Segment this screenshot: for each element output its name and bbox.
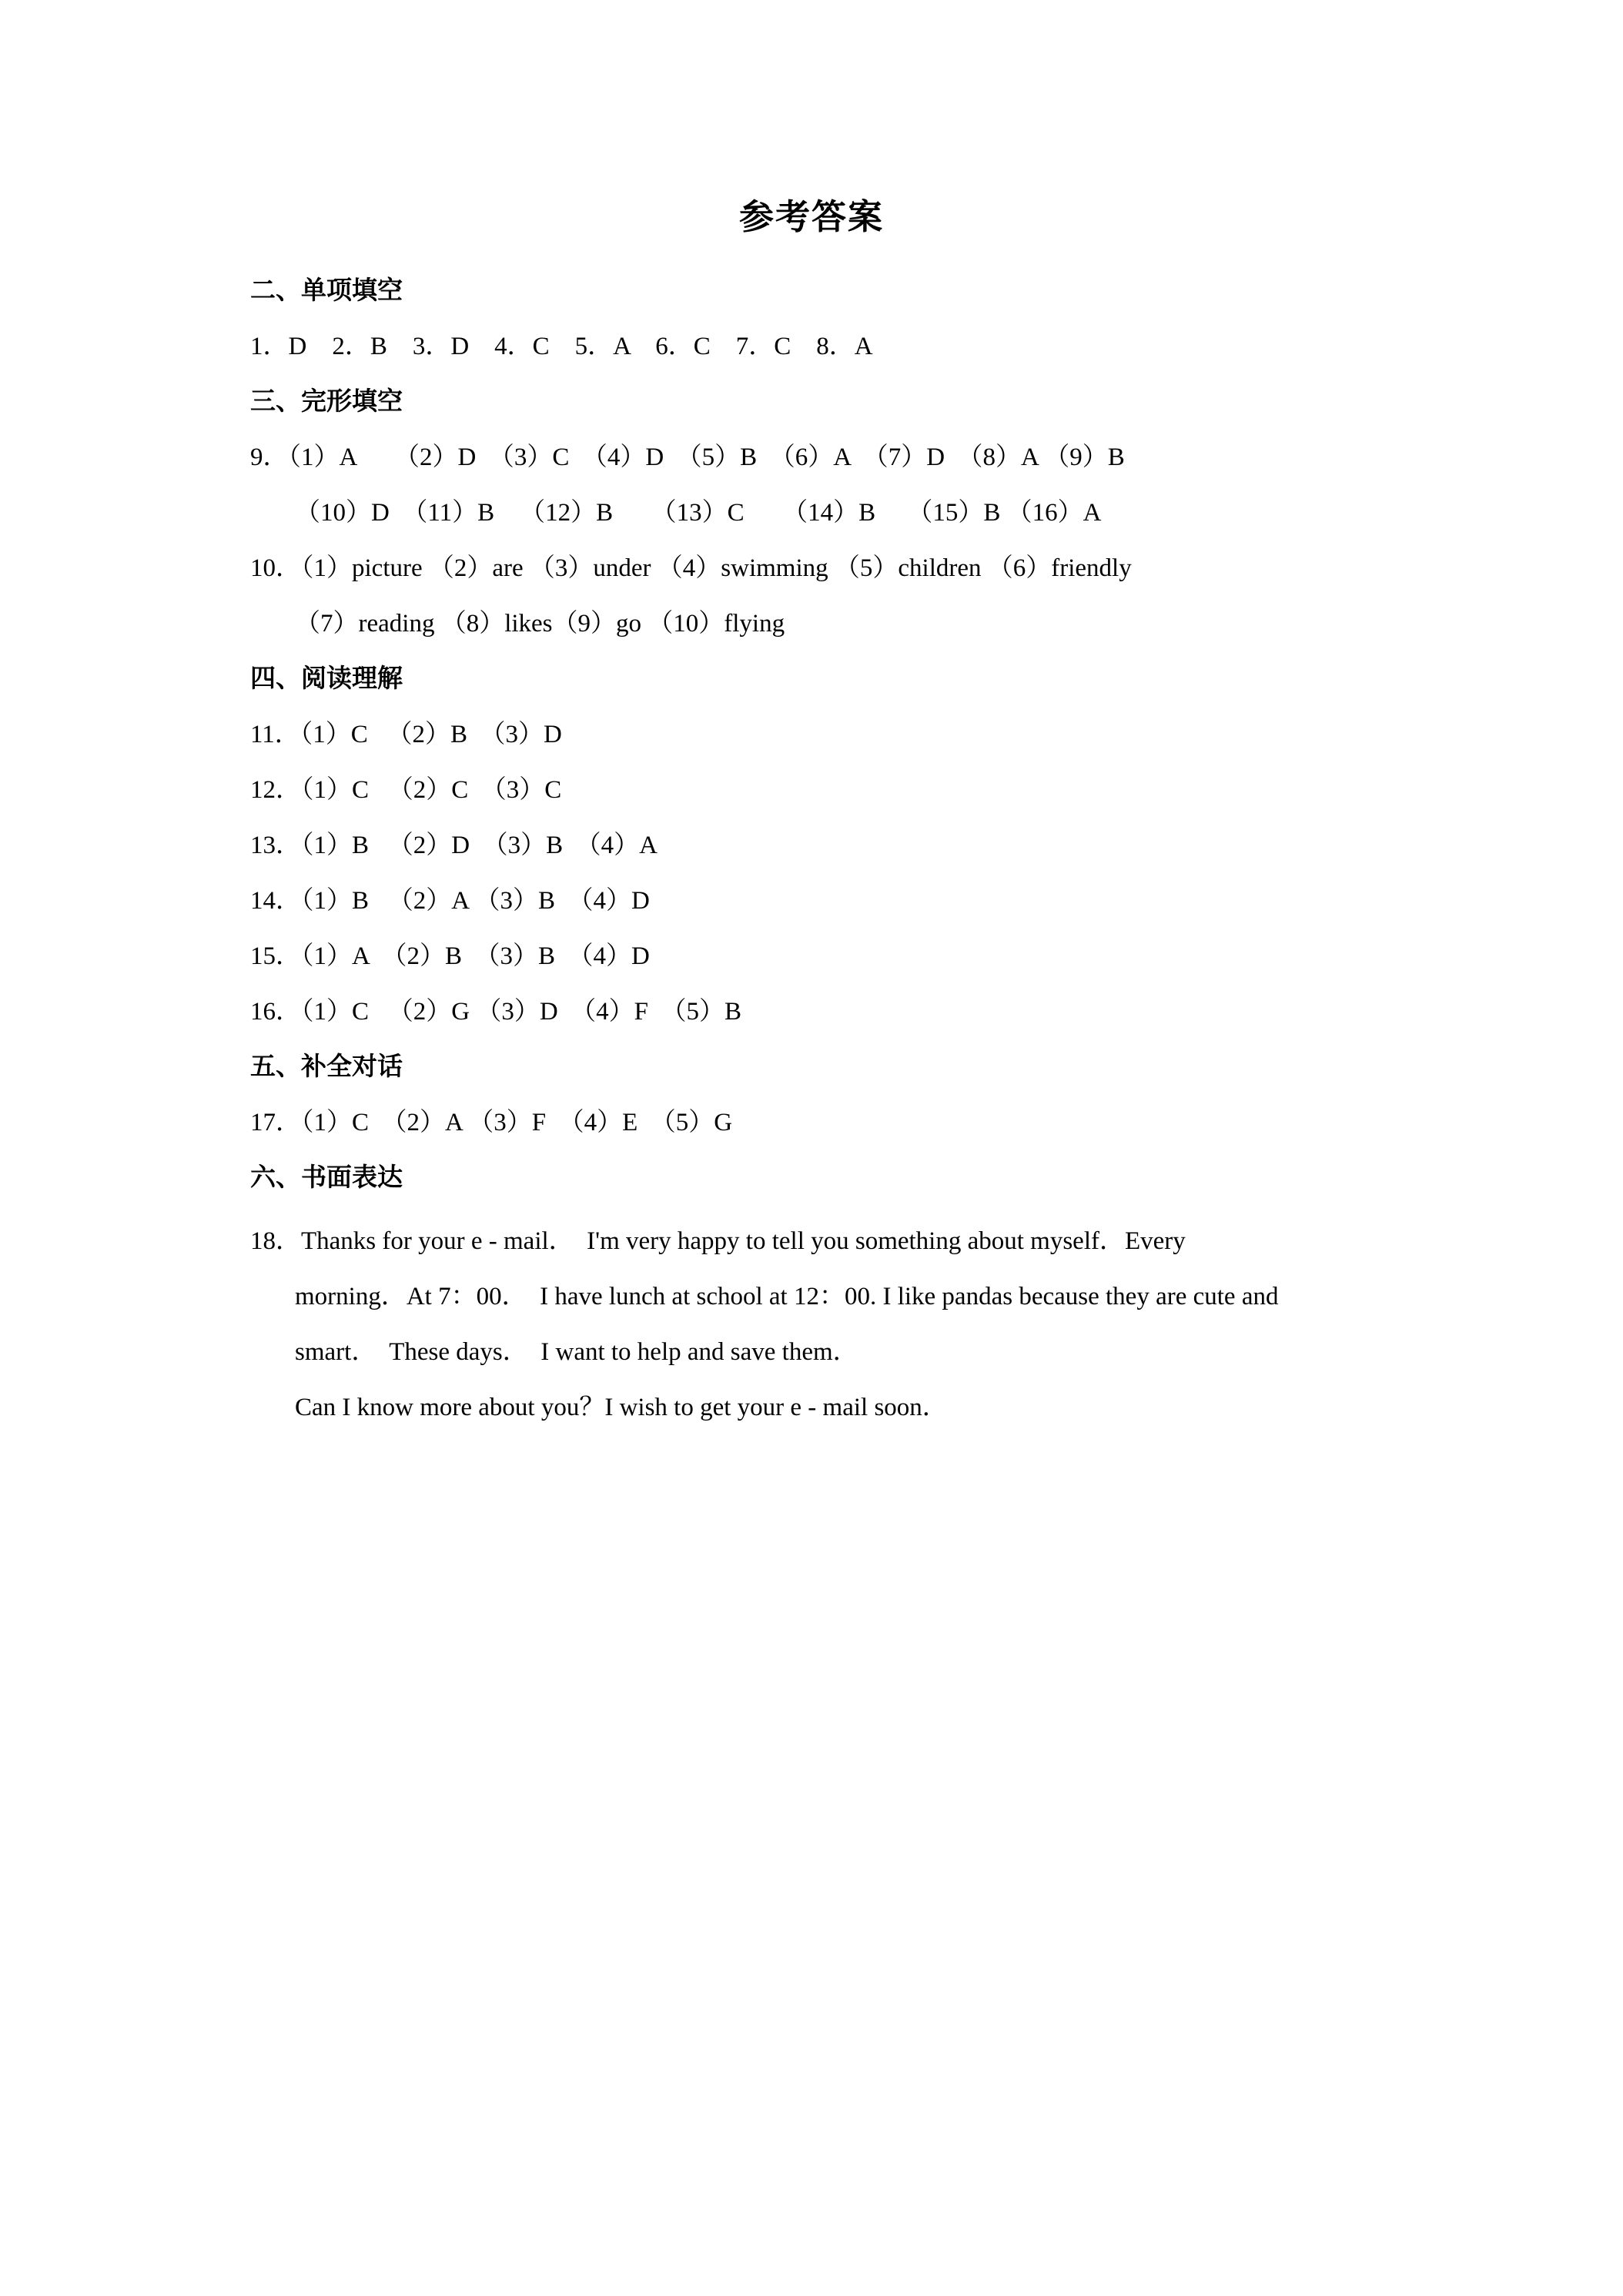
answer-line: 15．（1）A （2）B （3）B （4）D — [250, 942, 650, 970]
section-heading-multiple-choice: 二、单项填空 — [250, 277, 403, 305]
essay-line: morning．At 7：00． I have lunch at school at 12：00. I like pandas because they are cute and — [295, 1283, 1279, 1310]
answer-line: 12．（1）C （2）C （3）C — [250, 776, 562, 804]
answer-line: 11．（1）C （2）B （3）D — [250, 721, 562, 748]
section-heading-reading: 四、阅读理解 — [250, 665, 403, 693]
answer-line-continuation: （7）reading （8）likes（9）go （10）flying — [295, 610, 785, 638]
essay-line: 18．Thanks for your e - mail． I'm very happy to tell you something about myself．Every — [250, 1227, 1186, 1255]
section-heading-dialogue: 五、补全对话 — [250, 1053, 403, 1081]
answer-line: 10．（1）picture （2）are （3）under （4）swimming （5）children （6）friendly — [250, 554, 1132, 582]
answer-line: 1．D 2．B 3．D 4．C 5．A 6．C 7．C 8．A — [250, 333, 873, 360]
document-content — [0, 263, 1623, 1435]
answer-line-continuation: （10）D （11）B （12）B （13）C （14）B （15）B （16）A — [295, 499, 1102, 527]
answer-line: 17．（1）C （2）A （3）F （4）E （5）G — [250, 1109, 733, 1136]
essay-line: smart． These days． I want to help and save them． — [295, 1338, 858, 1366]
section-heading-writing: 六、书面表达 — [250, 1164, 403, 1192]
answer-line: 13．（1）B （2）D （3）B （4）A — [250, 832, 658, 859]
essay-line: Can I know more about you？I wish to get your e - mail soon． — [295, 1394, 948, 1421]
answer-line: 16．（1）C （2）G （3）D （4）F （5）B — [250, 998, 742, 1026]
answer-line: 9．（1）A （2）D （3）C （4）D （5）B （6）A （7）D （8）A （9）B — [250, 443, 1125, 471]
section-heading-cloze: 三、完形填空 — [250, 388, 403, 416]
page-title: 参考答案 — [738, 198, 884, 236]
answer-line: 14．（1）B （2）A （3）B （4）D — [250, 887, 650, 915]
